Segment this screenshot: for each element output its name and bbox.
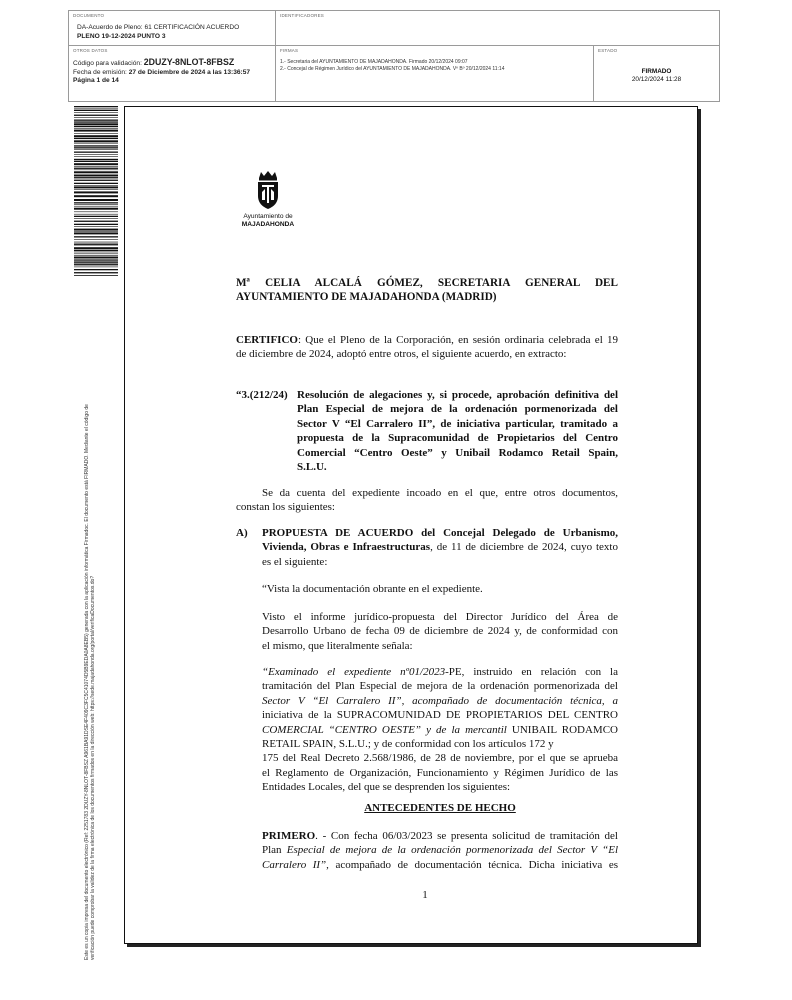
item-line-5: Comercial “Centro Oeste” y Unibail Rodamco Retail Spain, <box>297 446 618 459</box>
intro-paragraph <box>236 486 618 515</box>
primero-bold: PRIMERO <box>262 830 316 842</box>
barcode-bar <box>74 115 118 116</box>
documento-text <box>77 23 239 41</box>
barcode-bar <box>74 214 118 215</box>
barcode-bar <box>74 106 118 107</box>
barcode-bar <box>74 191 118 193</box>
barcode-bar <box>74 239 118 240</box>
certifico-line-2: de diciembre de 2024, adoptó entre otros, el siguiente acuerdo, en extracto: <box>236 348 567 361</box>
item-line-6: S.L.U. <box>297 461 327 474</box>
barcode-bar <box>74 140 118 142</box>
estado-cell <box>594 46 719 102</box>
barcode-bar <box>74 154 118 155</box>
barcode-image <box>74 106 118 276</box>
document-page-frame <box>124 106 698 944</box>
barcode-bar <box>74 133 118 134</box>
barcode-bar <box>74 177 118 178</box>
barcode-bar <box>74 204 118 205</box>
barcode-bar <box>74 206 118 207</box>
logo-line-1: Ayuntamiento de <box>243 213 293 220</box>
a-line-1: PROPUESTA DE ACUERDO del Concejal Delegado de Urbanismo, <box>262 527 618 539</box>
barcode-bar <box>74 159 118 160</box>
identificadores-label: IDENTIFICADORES <box>280 13 325 18</box>
barcode-bar <box>74 123 118 125</box>
item-line-1: Resolución de alegaciones y, si procede, aprobación definitiva del <box>297 389 618 401</box>
a-line-3: es el siguiente: <box>262 555 328 568</box>
documento-line1: DA-Acuerdo de Pleno: 61 CERTIFICACIÓN ACUERDO <box>77 24 240 31</box>
item-line-3: Sector V “El Carralero II”, de iniciativa particular, tramitado a <box>297 417 618 430</box>
fecha-value: 27 de Diciembre de 2024 a las 13:36:57 <box>128 68 251 76</box>
antecedentes-heading: ANTECEDENTES DE HECHO <box>364 802 516 814</box>
otros-label: OTROS DATOS <box>73 48 108 53</box>
primero-line-2a: Plan <box>262 844 287 857</box>
exam-italic-1: “Examinado el expediente nº01/2023 <box>262 666 446 678</box>
barcode-bar <box>74 170 118 171</box>
page-number: 1 <box>422 889 428 901</box>
barcode-bar <box>74 208 118 210</box>
barcode-bar <box>74 168 118 169</box>
vertical-line-2: verificación puede comprobar la validez de la firma electrónica de los documentos firmados en la dirección web: https://sede.majadahonda.org/portal/verificaDocumentos.do? <box>90 575 97 960</box>
barcode-bar <box>74 243 118 244</box>
pagina-text: Página 1 de 14 <box>73 77 119 85</box>
barcode-bar <box>74 112 118 113</box>
barcode-bar <box>74 221 118 222</box>
exam-line-7: 175 del Real Decreto 2.568/1986, de 28 de noviembre, por el que se aprueba <box>262 752 618 765</box>
certifico-line-1: : Que el Pleno de la Corporación, en sesión ordinaria celebrada el 19 <box>297 334 618 346</box>
exam-line-8: el Reglamento de Organización, Funcionamiento y Régimen Jurídico de las <box>262 766 618 779</box>
barcode-bar <box>74 185 118 186</box>
fecha-label: Fecha de emisión: <box>73 68 127 76</box>
exam-rest-5: UNIBAIL RODAMCO <box>506 723 618 736</box>
barcode-bar <box>74 189 118 190</box>
visto-line-2: Desarrollo Urbano de fecha 09 de diciembre de 2024 y, de conformidad con <box>262 625 618 638</box>
barcode-bar <box>74 226 118 227</box>
barcode-bar <box>74 128 118 129</box>
item-line-2: Plan Especial de mejora de la ordenación pormenorizada del <box>297 403 618 416</box>
estado-label: ESTADO <box>598 48 618 53</box>
certifico-bold: CERTIFICO <box>236 334 298 346</box>
visto-line-3: el mismo, que literalmente señala: <box>262 639 413 652</box>
documento-line2: PLENO 19-12-2024 PUNTO 3 <box>77 33 166 40</box>
barcode-bar <box>74 216 118 217</box>
a-bold-2: Vivienda, Obras e Infraestructuras <box>262 541 431 554</box>
crest-icon <box>253 170 283 210</box>
certifico-paragraph <box>236 333 618 362</box>
barcode-bar <box>74 254 118 255</box>
barcode-bar <box>74 120 118 121</box>
estado-value: FIRMADO <box>641 68 672 75</box>
intro-line-2: constan los siguientes: <box>236 501 335 514</box>
barcode-bar <box>74 195 118 197</box>
identificadores-cell <box>276 11 719 46</box>
barcode-bar <box>74 110 118 111</box>
firmas-list <box>280 59 505 73</box>
barcode-bar <box>74 152 118 153</box>
primero-line-1: . - Con fecha 06/03/2023 se presenta solicitud de tramitación del <box>315 830 618 842</box>
barcode-bar <box>74 126 118 127</box>
barcode-bar <box>74 244 118 245</box>
examinado-paragraph <box>262 665 618 795</box>
barcode-bar <box>74 272 118 273</box>
barcode-bar <box>74 252 118 253</box>
documento-cell <box>69 11 276 46</box>
barcode-bar <box>74 202 118 203</box>
barcode-bar <box>74 180 118 181</box>
barcode-bar <box>74 130 118 132</box>
barcode-bar <box>74 218 118 219</box>
exam-line-9: Entidades Locales, del que se desprenden los siguientes: <box>262 781 511 794</box>
documento-label: DOCUMENTO <box>73 13 105 18</box>
exam-line-4: iniciativa de la SUPRACOMUNIDAD DE PROPIETARIOS DEL CENTRO <box>262 709 618 722</box>
barcode-bar <box>74 171 118 173</box>
exam-rest-1: -PE, instruido en relación con la <box>445 666 618 678</box>
primero-line-2-italic: Especial de mejora de la ordenación pormenorizada del Sector V “El <box>286 844 619 857</box>
barcode-bar <box>74 143 118 144</box>
estado-date: 20/12/2024 11:28 <box>631 76 682 83</box>
barcode-bar <box>74 161 118 162</box>
barcode-bar <box>74 224 118 225</box>
barcode-bar <box>74 149 118 150</box>
barcode-bar <box>74 231 118 232</box>
barcode-bar <box>74 199 118 201</box>
visto-paragraph <box>262 610 618 653</box>
title-line-2: AYUNTAMIENTO DE MAJADAHONDA (MADRID) <box>236 291 497 304</box>
section-a-body <box>262 526 618 569</box>
vertical-verification-text <box>84 300 97 960</box>
firmas-cell <box>276 46 594 102</box>
barcode-bar <box>74 264 118 265</box>
logo-line-2: MAJADAHONDA <box>241 221 295 228</box>
barcode-bar <box>74 121 118 122</box>
barcode-bar <box>74 229 118 231</box>
barcode-bar <box>74 259 118 260</box>
barcode-bar <box>74 183 118 184</box>
item-heading <box>297 388 618 474</box>
barcode-bar <box>74 247 118 249</box>
barcode-bar <box>74 163 118 165</box>
barcode-bar <box>74 175 118 177</box>
barcode-bar <box>74 257 118 259</box>
item-line-4: propuesta de la Supracomunidad de Propietarios del Centro <box>297 432 618 445</box>
ayuntamiento-logo <box>236 170 300 229</box>
firma-2: 2.- Concejal de Régimen Jurídico del AYUNTAMIENTO DE MAJADAHONDA. Vº Bº 20/12/2024 11:14 <box>280 66 505 72</box>
firma-1: 1.- Secretaria del AYUNTAMIENTO DE MAJADAHONDA. Firmado 20/12/2024 09:07 <box>280 59 468 65</box>
section-a-label: A) <box>236 527 248 539</box>
barcode-bar <box>74 242 118 243</box>
barcode-bar <box>74 275 118 276</box>
barcode-bar <box>74 186 118 188</box>
barcode-bar <box>74 267 118 268</box>
barcode-bar <box>74 232 118 234</box>
firmas-label: FIRMAS <box>280 48 299 53</box>
primero-paragraph <box>262 829 618 872</box>
vertical-line-1: Este es un copia impresa del documento electrónico (Ref: 2251783 2DUZY-8NLOT-8FBSZ A961BA91DSE4F409C3FC5C41074D5B9EDA0A8EB5) generada con la aplicación informática Firmadoc. El documento está FIRMADO. Mediante el código de <box>84 404 90 960</box>
barcode-bar <box>74 138 118 139</box>
barcode-bar <box>74 212 118 213</box>
barcode-bar <box>74 262 118 263</box>
exam-line-6: RETAIL SPAIN, S.L.U.; y de conformidad con los artículos 172 y <box>262 738 554 751</box>
barcode-bar <box>74 255 118 256</box>
barcode-bar <box>74 109 118 110</box>
otros-datos-cell <box>69 46 276 102</box>
barcode-bar <box>74 260 118 261</box>
codigo-label: Código para validación: <box>73 60 142 67</box>
otros-text <box>73 58 250 86</box>
a-rest-2: , de 11 de diciembre de 2024, cuyo texto <box>430 541 618 554</box>
exam-line-2: tramitación del Plan Especial de mejora de la ordenación pormenorizada del <box>262 680 618 693</box>
barcode-bar <box>74 166 118 167</box>
exam-italic-5: COMERCIAL “CENTRO OESTE” y de la mercantil <box>262 723 507 736</box>
exam-line-3: Sector V “El Carralero II”, acompañado de documentación técnica, a <box>262 694 618 707</box>
visto-line-1: Visto el informe jurídico-propuesta del Director Jurídico del Área de <box>262 611 618 623</box>
barcode-bar <box>74 236 118 237</box>
barcode-bar <box>74 145 118 146</box>
barcode-bar <box>74 135 118 137</box>
barcode-bar <box>74 156 118 157</box>
codigo-value[interactable]: 2DUZY-8NLOT-8FBSZ <box>143 57 235 67</box>
document-header <box>68 10 720 102</box>
page-title <box>236 276 618 305</box>
vista-paragraph: “Vista la documentación obrante en el expediente. <box>262 583 483 595</box>
barcode-bar <box>74 117 118 118</box>
barcode-bar <box>74 269 118 270</box>
primero-line-3-italic: Carralero II”, <box>262 858 329 871</box>
primero-line-3-rest: acompañado de documentación técnica. Dicha iniciativa es <box>328 858 619 871</box>
barcode-bar <box>74 147 118 148</box>
item-number: “3.(212/24) <box>236 389 288 401</box>
intro-line-1: Se da cuenta del expediente incoado en el que, entre otros documentos, <box>262 487 618 499</box>
title-line-1: Mª CELIA ALCALÁ GÓMEZ, SECRETARIA GENERAL DEL <box>236 277 618 289</box>
estado-text <box>594 68 719 84</box>
barcode-bar <box>74 250 118 251</box>
